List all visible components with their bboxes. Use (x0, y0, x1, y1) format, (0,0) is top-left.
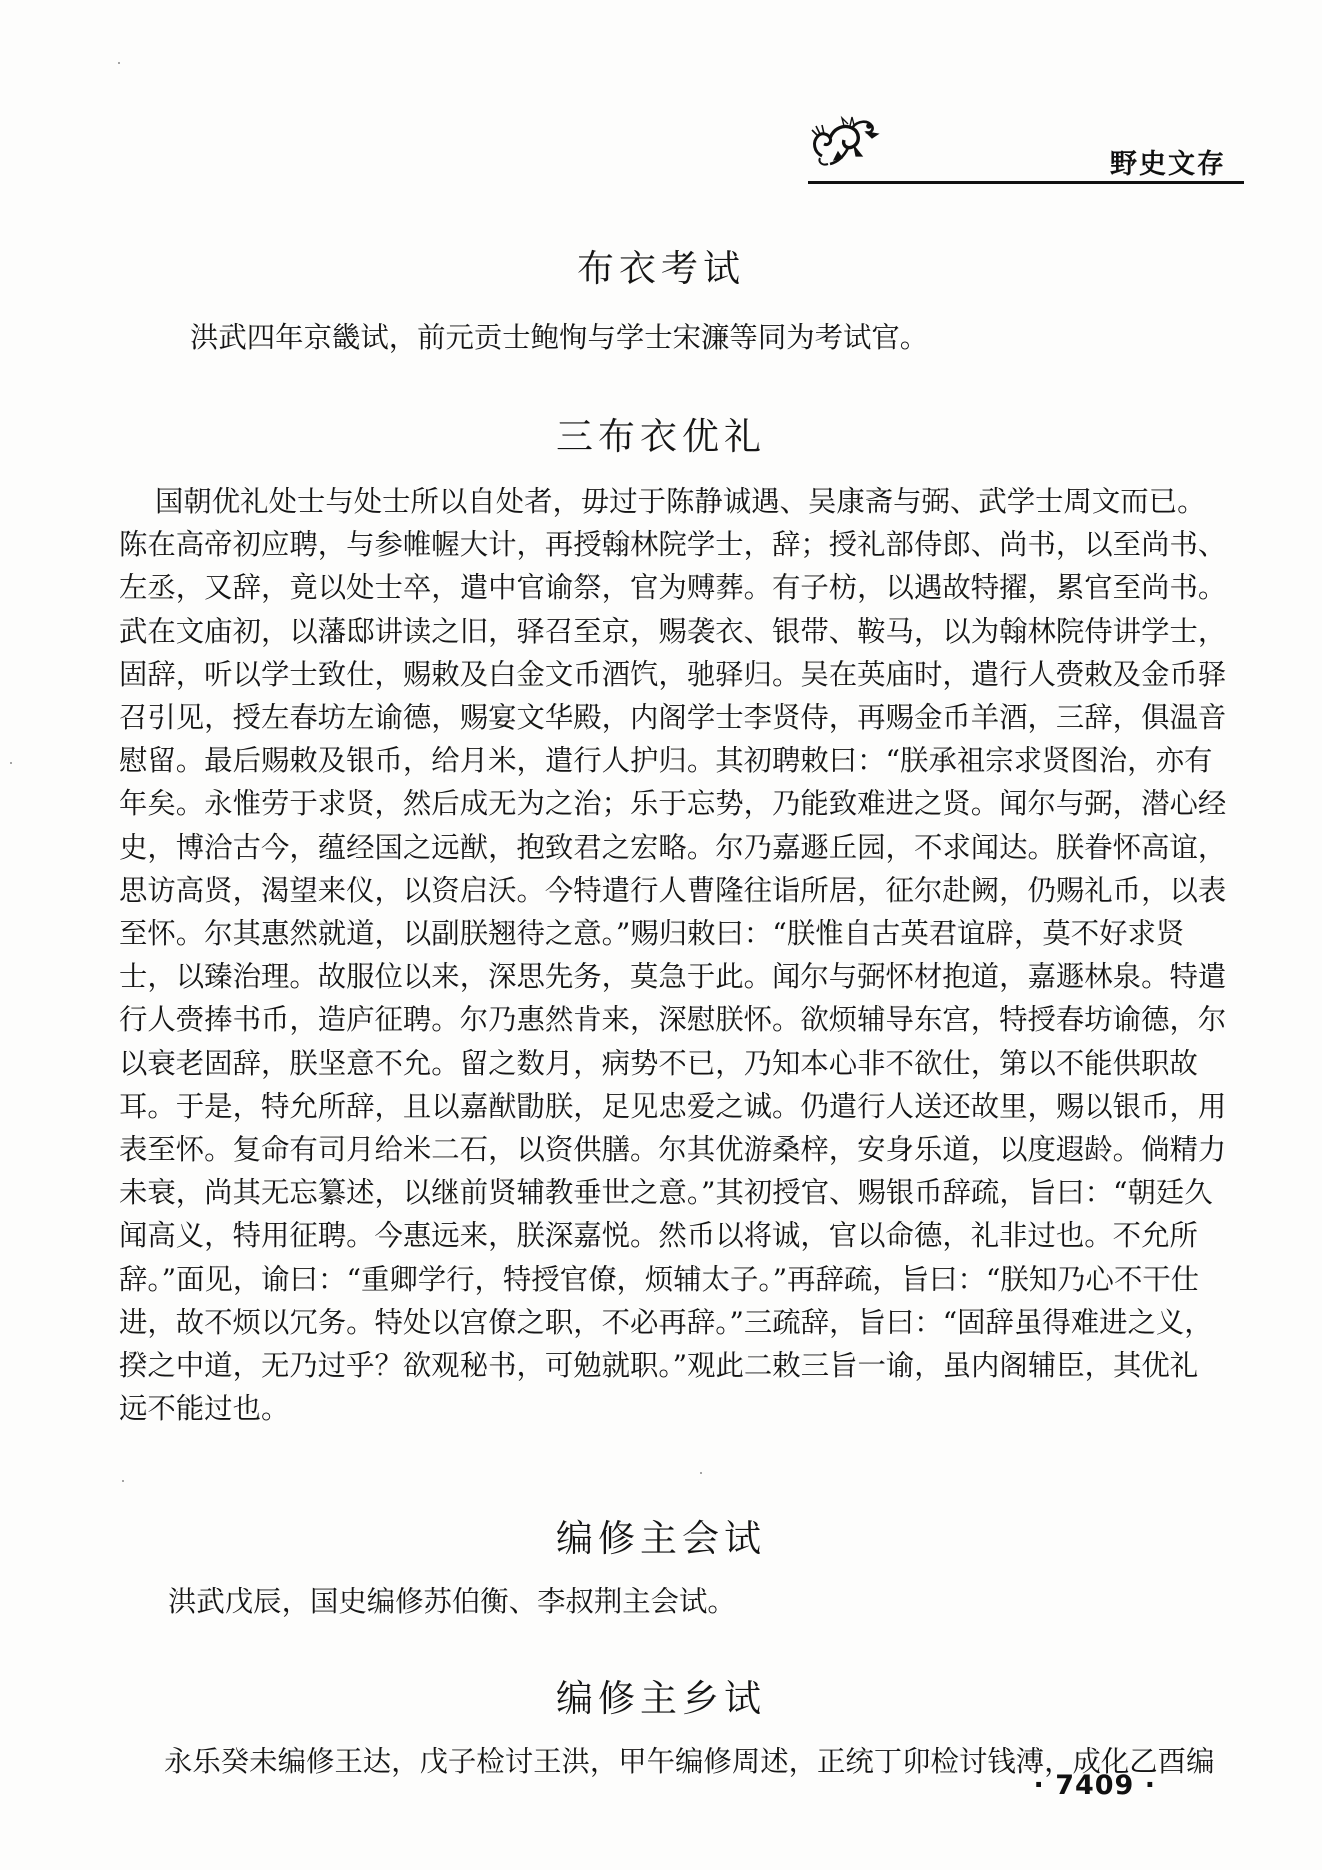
book-series-title: 野史文存 (1110, 149, 1226, 180)
section-heading: 编修主乡试 (556, 1677, 766, 1720)
scan-speck (10, 762, 12, 764)
page-number: · 7409 · (1033, 1770, 1156, 1801)
paragraph (119, 480, 1227, 1430)
text-line: 以衰老固辞，朕坚意不允。留之数月，病势不已，乃知本心非不欲仕，第以不能供职故 (119, 1046, 1198, 1080)
text-line: 思访高贤，渴望来仪，以资启沃。今特遣行人曹隆往诣所居，征尔赴阙，仍赐礼币，以表 (119, 873, 1227, 907)
text-line: 辞。”面见，谕曰：“重卿学行，特授官僚，烦辅太子。”再辞疏，旨曰：“朕知乃心不干仕 (119, 1262, 1200, 1296)
text-line: 固辞，听以学士致仕，赐敕及白金文币酒饩，驰驿归。吴在英庙时，遣行人赍敕及金币驿 (119, 657, 1227, 691)
text-line: 武在文庙初，以藩邸讲读之旧，驿召至京，赐袭衣、银带、鞍马，以为翰林院侍讲学士， (119, 614, 1227, 648)
paragraph (168, 1580, 1188, 1623)
scan-speck (122, 1480, 124, 1482)
text-line: 洪武四年京畿试，前元贡士鲍恂与学士宋濂等同为考试官。 (190, 321, 929, 354)
scan-speck (118, 62, 120, 64)
section-heading: 编修主会试 (556, 1517, 766, 1560)
text-line: 表至怀。复命有司月给米二石，以资供膳。尔其优游桑梓，安身乐道，以度遐龄。倘精力 (119, 1133, 1227, 1167)
text-line: 年矣。永惟劳于求贤，然后成无为之治；乐于忘势，乃能致难进之贤。闻尔与弼，潜心经 (119, 787, 1227, 821)
text-line: 国朝优礼处士与处士所以自处者，毋过于陈静诚遇、吴康斋与弼、武学士周文而已。 (155, 485, 1206, 518)
text-line: 至怀。尔其惠然就道，以副朕翘待之意。”赐归敕曰：“朕惟自古英君谊辟，莫不好求贤 (119, 917, 1185, 951)
text-line: 士，以臻治理。故服位以来，深思先务，莫急于此。闻尔与弼怀材抱道，嘉遯林泉。特遣 (119, 960, 1227, 994)
text-line: 史，博洽古今，蕴经国之远猷，抱致君之宏略。尔乃嘉遯丘园，不求闻达。朕眷怀高谊， (119, 830, 1227, 864)
text-line: 进，故不烦以冗务。特处以宫僚之职，不必再辞。”三疏辞，旨曰：“固辞虽得难进之义， (119, 1305, 1213, 1339)
text-line: 永乐癸未编修王达，戊子检讨王洪，甲午编修周述，正统丁卯检讨钱溥，成化乙酉编 (164, 1745, 1215, 1778)
text-line: 陈在高帝初应聘，与参帷幄大计，再授翰林院学士，辞；授礼部侍郎、尚书，以至尚书、 (119, 528, 1227, 562)
text-line: 耳。于是，特允所辞，且以嘉猷勖朕，足见忠爱之诚。仍遣行人送还故里，赐以银币，用 (119, 1089, 1227, 1123)
header-rule (808, 181, 1244, 184)
paragraph (154, 316, 1174, 359)
text-line: 揆之中道，无乃过乎？欲观秘书，可勉就职。”观此二敕三旨一谕，虽内阁辅臣，其优礼 (119, 1349, 1199, 1383)
text-line: 召引见，授左春坊左谕德，赐宴文华殿，内阁学士李贤侍，再赐金币羊酒，三辞，俱温音 (119, 701, 1227, 735)
text-line: 行人赍捧书币，造庐征聘。尔乃惠然肯来，深慰朕怀。欲烦辅导东宫，特授春坊谕德，尔 (119, 1003, 1227, 1037)
text-line: 未衰，尚其无忘纂述，以继前贤辅教垂世之意。”其初授官、赐银币辞疏，旨曰：“朝廷久 (119, 1176, 1213, 1210)
section-heading: 三布衣优礼 (556, 415, 766, 458)
scan-speck (700, 1472, 702, 1474)
text-line: 闻高义，特用征聘。今惠远来，朕深嘉悦。然币以将诚，官以命德，礼非过也。不允所 (119, 1219, 1198, 1253)
text-line: 远不能过也。 (119, 1392, 290, 1426)
section-heading: 布衣考试 (577, 247, 745, 290)
text-line: 左丞，又辞，竟以处士卒，遣中官谕祭，官为赙葬。有子枋，以遇故特擢，累官至尚书。 (119, 571, 1227, 605)
dragon-emblem-icon (808, 112, 890, 172)
text-line: 慰留。最后赐敕及银币，给月米，遣行人护归。其初聘敕曰：“朕承祖宗求贤图治，亦有 (119, 744, 1213, 778)
text-line: 洪武戊辰，国史编修苏伯衡、李叔荆主会试。 (168, 1585, 736, 1618)
